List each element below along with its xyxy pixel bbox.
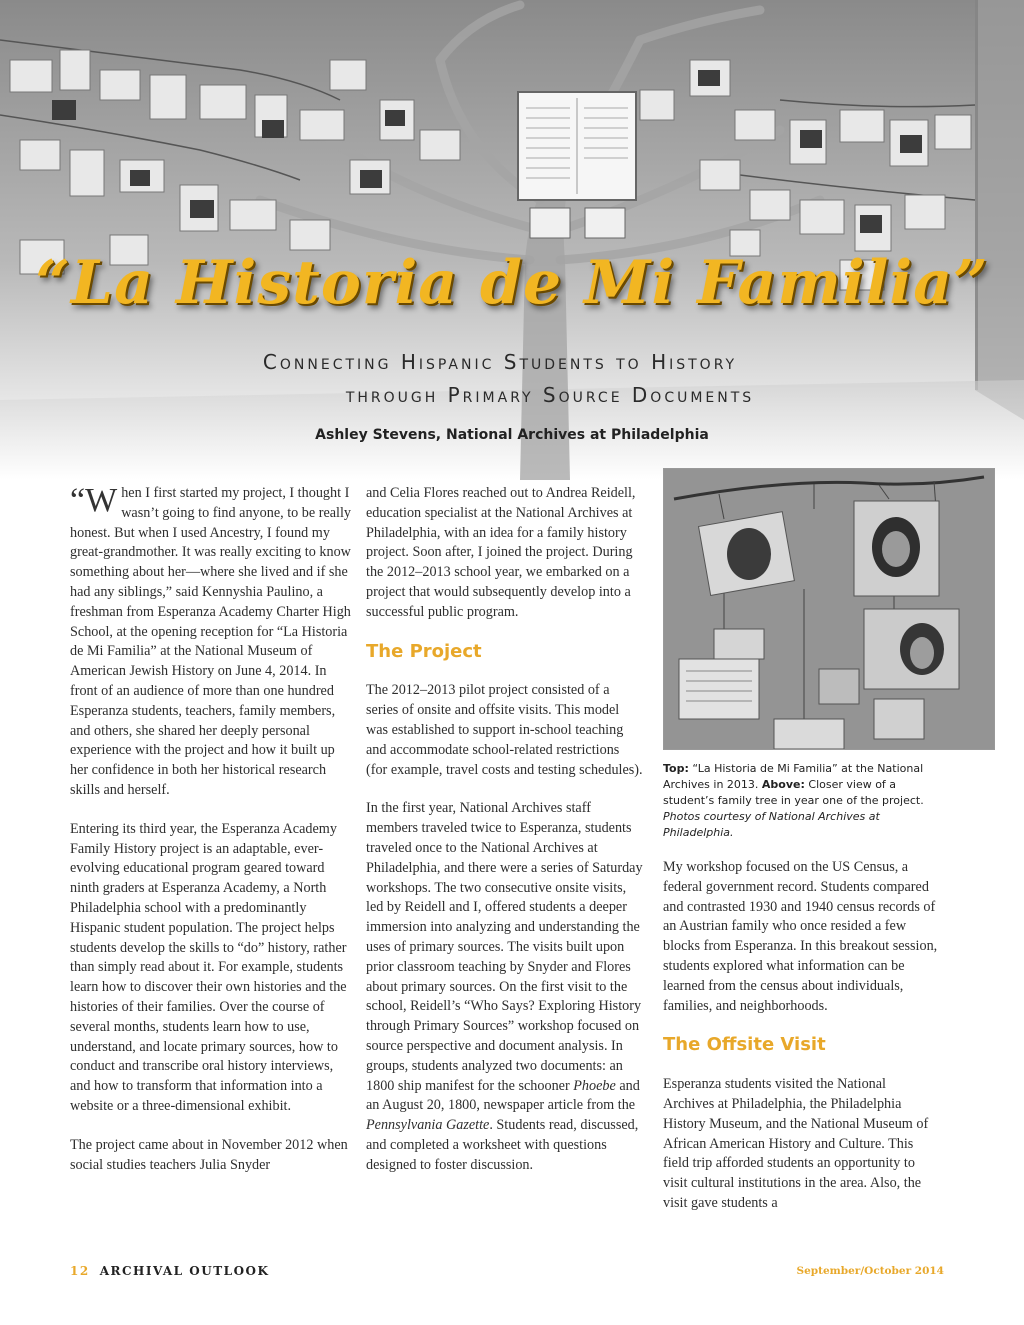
byline: Ashley Stevens, National Archives at Philadelphia [315,427,709,443]
drop-cap: “W [70,482,118,519]
footer-publication [70,1264,269,1278]
column-2 [366,484,644,1195]
paragraph-text: hen I first started my project, I thought I wasn’t going to find anyone, to be really honest. But when I used Ancestry, I found my great-grandmother. It was really exciting to know something about her—where she lived and if she had any siblings,” said Kennyshia Paulino, a freshman from Esperanza Academy Charter High School, at the opening reception for “La Historia de Mi Familia” at the National Museum of American Jewish History on June 4, 2014. In front of an audience of more than one hundred Esperanza students, teachers, family members, and others, she shared her deeply personal experience with the project and how it built up her confidence in both her historical research skills and herself. [70,485,352,798]
article-title: “La Historia de Mi Familia” [35,248,989,318]
caption-credit: Photos courtesy of National Archives at Philadelphia. [663,810,880,839]
section-heading-the-project: The Project [366,640,482,662]
caption-above-text: Closer view of a student’s family tree in year one of the project. [663,778,924,807]
caption-above-label: Above: [761,778,805,791]
section-heading-the-offsite-visit: The Offsite Visit [663,1034,826,1056]
ship-name: Phoebe [573,1077,616,1094]
paragraph: and Celia Flores reached out to Andrea Reidell, education specialist at the National Archives at Philadelphia, with an idea for a family history project. Soon after, I joined the project. During the 2012–2013 school year, we embarked on a project that would subsequently develop into a successful public program. [366,485,636,620]
paragraph: Entering its third year, the Esperanza Academy Family History project is an adaptable, ever-evolving educational program geared toward ninth graders at Esperanza Academy, a North Philadelphia school with a predominantly Hispanic student population. The project helps students develop the skills to “do” history, rather than simply read about it. For example, students learn how to discover their own histories and the histories of their families. Over the course of several months, students learn how to use, understand, and locate primary sources, how to conduct and transcribe oral history interviews, and how to transform that information into a website or a three-dimensional exhibit. [70,820,347,1114]
caption-top-text: “La Historia de Mi Familia” at the National Archives in 2013. [663,762,924,791]
article-subtitle-line-2: through Primary Source Documents [345,383,755,407]
column-1 [70,484,356,1194]
paragraph-text: In the first year, National Archives staff members traveled twice to Esperanza, students traveled once to the National Archives at Philadelphia, and there were a series of Saturday workshops. The two consecutive onsite visits, led by Reidell and I, offered students a deeper immersion into analyzing and understanding the uses of primary sources. The visits built upon prior classroom teaching by Snyder and Flores about primary sources. On the first visit to the school, Reidell’s “Who Says? Exploring History through Primary Sources” workshop focused on source perspective and document analysis. In groups, students analyzed two documents: an 1800 ship manifest for the schooner [366,800,643,1094]
paragraph-text: and an August 20, 1800, newspaper article from the [366,1077,640,1114]
paragraph-text: . Students read, discussed, and completed a worksheet with questions designed to foster discussion. [366,1117,639,1173]
paragraph [70,484,356,801]
column-3 [663,858,939,1233]
family-tree-wall-image [0,0,1024,480]
paragraph: The project came about in November 2012 when social studies teachers Julia Snyder [70,1136,348,1173]
newspaper-name: Pennsylvania Gazette [366,1117,490,1134]
photo-caption [663,761,943,841]
paragraph [366,799,644,1175]
paragraph: Esperanza students visited the National Archives at Philadelphia, the Philadelphia History Museum, and the National Museum of African American History and Culture. This field trip afforded students an opportunity to visit cultural institutions in the area. Also, the visit gave students a [663,1076,929,1211]
family-tree-closeup-photo [663,468,995,750]
hero-photo [0,0,1024,480]
article-subtitle-line-1: Connecting Hispanic Students to History [262,350,738,374]
issue-date: September/October 2014 [796,1265,944,1277]
paragraph: The 2012–2013 pilot project consisted of a series of onsite and offsite visits. This model was established to support in-school teaching and accommodate school-related restrictions (for example, travel costs and testing schedules). [366,682,643,778]
page-number: 12 [70,1264,90,1278]
caption-top-label: Top: [663,762,689,775]
paragraph: My workshop focused on the US Census, a federal government record. Students compared and contrasted 1930 and 1940 census records of an Austrian family who once resided a few blocks from Esperanza. In this breakout session, students explored what information can be learned from the census about individuals, families, and neighborhoods. [663,859,938,1014]
publication-name: ARCHIVAL OUTLOOK [99,1264,270,1278]
photo-image [664,469,994,749]
